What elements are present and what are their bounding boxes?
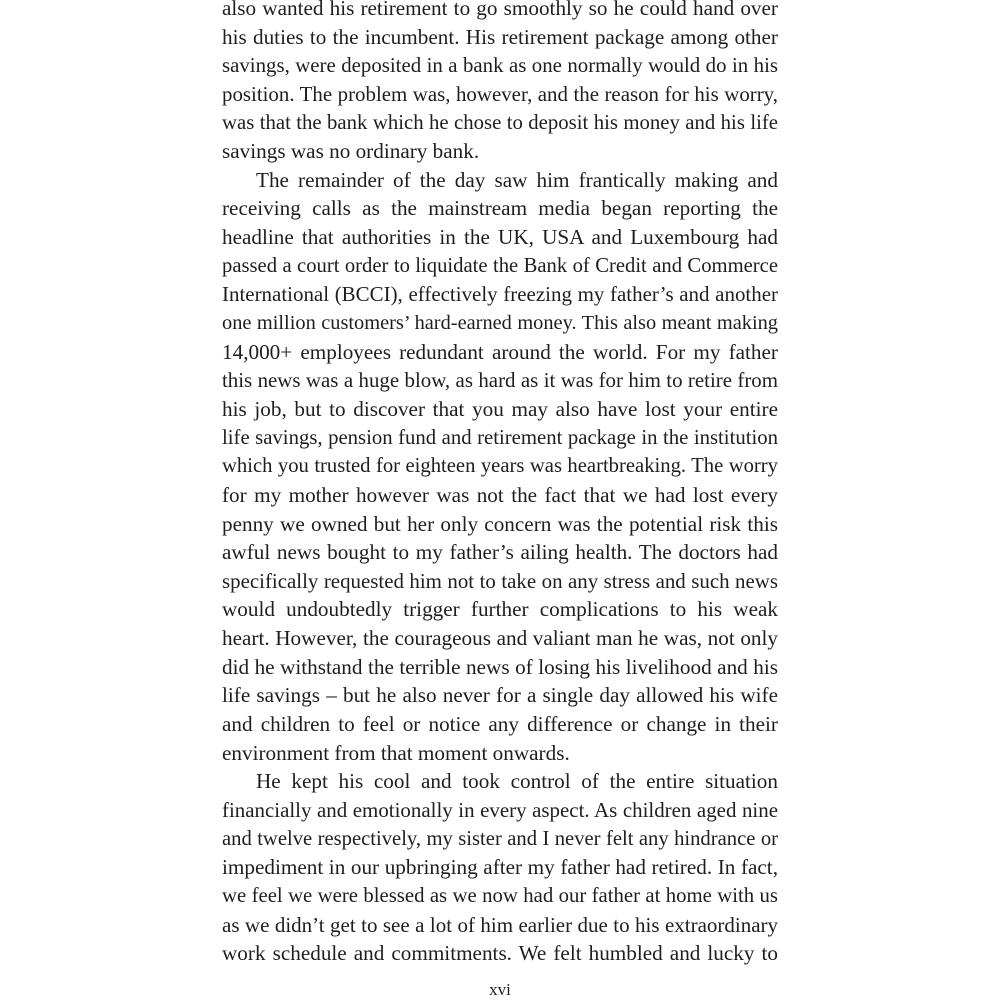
text-line: his job, but to discover that you may also have lost your entire [222, 396, 778, 421]
text-line: and children to feel or notice any difference or change in their [222, 712, 778, 737]
text-line: 14,000+ employees redundant around the world. For my father [222, 339, 778, 364]
text-line: did he withstand the terrible news of losing his livelihood and his [222, 654, 778, 679]
text-line: also wanted his retirement to go smoothly so he could hand over [222, 0, 778, 20]
text-line: as we didn’t get to see a lot of him earlier due to his extraordinary [222, 912, 778, 937]
text-line: which you trusted for eighteen years was heartbreaking. The worry [222, 455, 778, 478]
text-line: life savings – but he also never for a single day allowed his wife [222, 683, 778, 708]
text-line: awful news bought to my father’s ailing health. The doctors had [222, 540, 778, 565]
text-line: financially and emotionally in every aspect. As children aged nine [222, 797, 778, 822]
text-line: environment from that moment onwards. [222, 740, 570, 765]
text-line: The remainder of the day saw him frantically making and [256, 167, 778, 192]
text-line: penny we owned but her only concern was the potential risk this [222, 511, 778, 536]
text-line: savings, were deposited in a bank as one normally would do in his [222, 53, 778, 78]
text-line: was that the bank which he chose to deposit his money and his life [222, 110, 778, 134]
text-line: He kept his cool and took control of the entire situation [256, 769, 778, 794]
text-line: heart. However, the courageous and valiant man he was, not only [222, 626, 778, 651]
text-line: for my mother however was not the fact that we had lost every [222, 482, 778, 507]
text-line: work schedule and commitments. We felt humbled and lucky to [222, 941, 778, 966]
text-line: one million customers’ hard-earned money. This also meant making [222, 312, 778, 335]
text-line: and twelve respectively, my sister and I never felt any hindrance or [222, 827, 778, 850]
text-line: position. The problem was, however, and the reason for his worry, [222, 81, 778, 106]
text-line: we feel we were blessed as we now had our father at home with us [222, 884, 778, 907]
text-line: headline that authorities in the UK, USA and Luxembourg had [222, 225, 778, 250]
text-line: this news was a huge blow, as hard as it was for him to retire from [222, 368, 778, 393]
text-line: his duties to the incumbent. His retirement package among other [222, 24, 778, 49]
text-line: specifically requested him not to take on any stress and such news [222, 568, 778, 593]
text-line: receiving calls as the mainstream media began reporting the [222, 196, 778, 221]
page-number: xvi [489, 980, 511, 999]
text-line: passed a court order to liquidate the Bank of Credit and Commerce [222, 254, 778, 277]
text-line: International (BCCI), effectively freezing my father’s and another [222, 282, 778, 307]
text-line: savings was no ordinary bank. [222, 139, 480, 164]
page-body [222, 0, 778, 968]
text-line: life savings, pension fund and retirement package in the institution [222, 426, 778, 449]
text-line: would undoubtedly trigger further complications to his weak [222, 597, 778, 622]
text-line: impediment in our upbringing after my father had retired. In fact, [222, 855, 778, 880]
